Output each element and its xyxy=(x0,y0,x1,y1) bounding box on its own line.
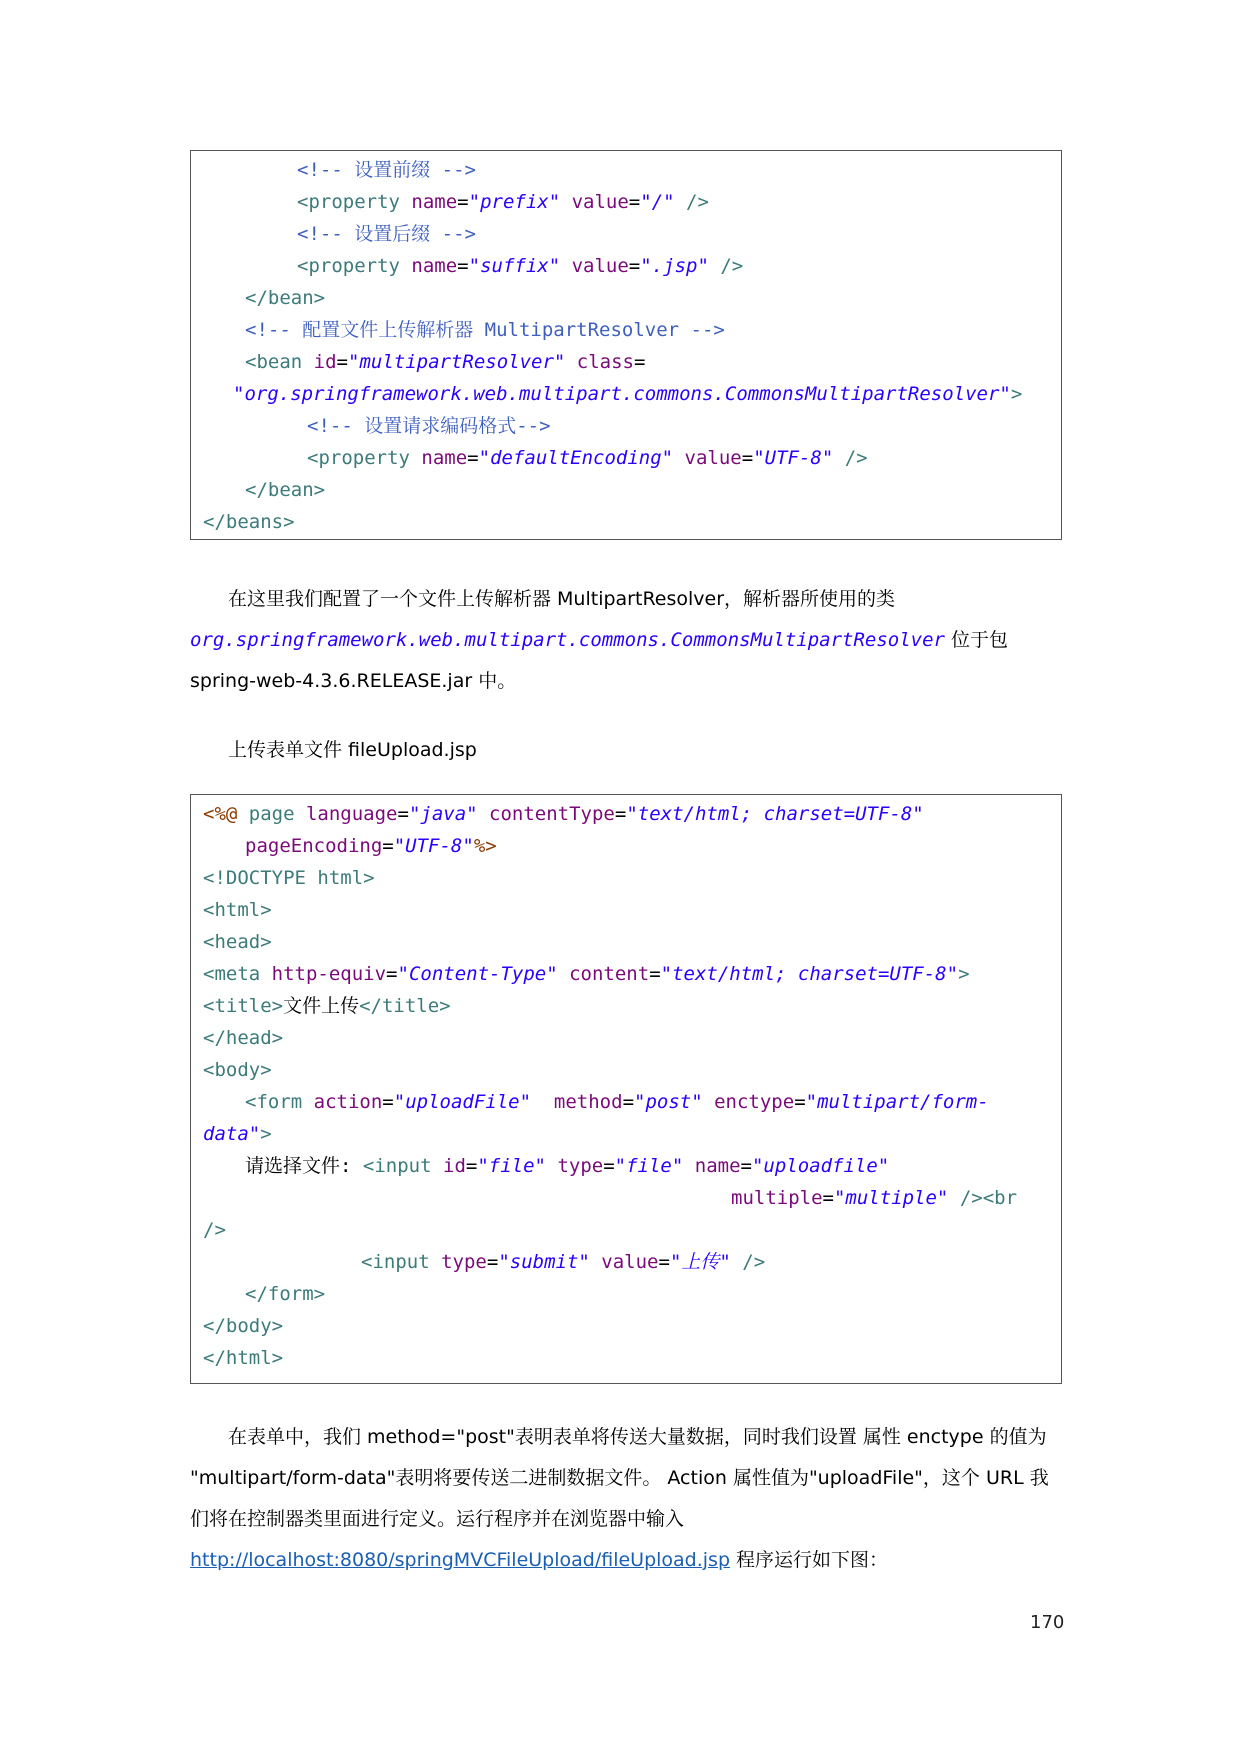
code-line xyxy=(203,933,272,952)
code-line xyxy=(245,321,725,340)
code-text: 文件上传 xyxy=(283,995,360,1017)
code-line xyxy=(203,869,375,888)
code-tag: </beans> xyxy=(203,511,295,533)
code-line: multiple="multiple" /><br xyxy=(731,1187,1018,1209)
code-tag: page xyxy=(237,803,306,825)
code-line: <%@ page language="java" contentType="text/html; charset=UTF-8" xyxy=(203,803,924,825)
code-value: "/" xyxy=(640,191,675,213)
code-line xyxy=(203,1317,283,1336)
code-attr: enctype xyxy=(714,1091,795,1113)
paragraph-line xyxy=(190,631,1008,650)
code-attr: http-equiv xyxy=(271,963,387,985)
code-value: "multiple" xyxy=(833,1187,949,1209)
code-value: "UTF-8" xyxy=(393,835,474,857)
paragraph-line: 在表单中，我们 method="post"表明表单将传送大量数据，同时我们设置 属性 enctype 的值为 xyxy=(228,1426,1047,1448)
code-attr: html xyxy=(305,867,364,889)
code-attr: value xyxy=(571,191,629,213)
code-value: "org.springframework.web.multipart.commons.CommonsMultipartResolver" xyxy=(233,383,1011,405)
code-tag: /> xyxy=(844,447,868,469)
code-attr: contentType xyxy=(489,803,615,825)
section-heading: 上传表单文件 fileUpload.jsp xyxy=(228,739,477,761)
code-attr: pageEncoding xyxy=(245,835,383,857)
code-line: pageEncoding="UTF-8"%> xyxy=(245,835,497,857)
code-tag: <html> xyxy=(203,899,272,921)
code-value: "Content-Type" xyxy=(397,963,558,985)
code-value: "file" xyxy=(477,1155,546,1177)
code-tag: <property xyxy=(297,191,400,213)
code-tag: <title> xyxy=(203,995,284,1017)
code-tag: <bean xyxy=(245,351,303,373)
code-line: <bean id="multipartResolver" class= xyxy=(245,351,646,373)
code-value: data" xyxy=(203,1123,261,1145)
paragraph-line: 在这里我们配置了一个文件上传解析器 MultipartResolver，解析器所使用的类 xyxy=(228,588,896,610)
code-tag: > xyxy=(958,963,970,985)
paragraph-line: spring-web-4.3.6.RELEASE.jar 中。 xyxy=(190,670,517,692)
code-value: "uploadfile" xyxy=(751,1155,890,1177)
code-attr: name xyxy=(411,255,458,277)
code-attr: name xyxy=(421,447,468,469)
code-attr: content xyxy=(569,963,650,985)
code-line xyxy=(203,997,451,1016)
code-tag: <head> xyxy=(203,931,272,953)
code-jsp-delimiter: <%@ xyxy=(203,803,238,825)
paragraph-text: 位于包 xyxy=(944,629,1009,651)
code-tag: </head> xyxy=(203,1027,284,1049)
code-line xyxy=(203,901,272,920)
code-tag: /> xyxy=(742,1251,766,1273)
code-line: <meta http-equiv="Content-Type" content="text/html; charset=UTF-8"> xyxy=(203,963,970,985)
code-line xyxy=(245,1285,325,1304)
code-value: "suffix" xyxy=(468,255,561,277)
code-tag: > xyxy=(1010,383,1023,405)
code-value: "post" xyxy=(634,1091,703,1113)
code-tag: </bean> xyxy=(245,479,326,501)
code-value: "text/html; charset=UTF-8" xyxy=(626,803,924,825)
code-block-config xyxy=(190,150,1062,540)
code-value: ".jsp" xyxy=(640,255,709,277)
code-value: "defaultEncoding" xyxy=(478,447,674,469)
code-tag: </form> xyxy=(245,1283,326,1305)
code-value: "text/html; charset=UTF-8" xyxy=(660,963,959,985)
code-line xyxy=(245,289,325,308)
code-value: "java" xyxy=(408,803,478,825)
code-attr: value xyxy=(601,1251,659,1273)
code-line xyxy=(307,417,551,436)
code-value: "multipart/form- xyxy=(805,1091,989,1113)
code-line: <input type="submit" value="上传" /> xyxy=(361,1251,766,1273)
code-line: 请选择文件: <input id="file" type="file" name="uploadfile" xyxy=(245,1155,890,1177)
code-tag: <input xyxy=(361,1251,430,1273)
code-line: <property name="defaultEncoding" value="UTF-8" /> xyxy=(307,447,868,469)
localhost-url-link[interactable]: http://localhost:8080/springMVCFileUpload/fileUpload.jsp xyxy=(190,1549,731,1571)
code-attr: language xyxy=(305,803,398,825)
code-line xyxy=(203,513,295,532)
code-tag: > xyxy=(260,1123,272,1145)
code-line xyxy=(203,1349,283,1368)
code-attr: class xyxy=(576,351,634,373)
code-line xyxy=(203,1221,226,1240)
code-value: "file" xyxy=(614,1155,684,1177)
code-line: <property name="prefix" value="/" /> xyxy=(297,191,709,213)
page-number: 170 xyxy=(1030,1612,1065,1633)
code-comment: <!-- 设置请求编码格式--> xyxy=(307,415,551,437)
paragraph-line: 们将在控制器类里面进行定义。运行程序并在浏览器中输入 xyxy=(190,1508,685,1530)
code-line xyxy=(245,481,325,500)
class-name-reference: org.springframework.web.multipart.commons.CommonsMultipartResolver xyxy=(190,629,945,651)
code-value: "submit" xyxy=(498,1251,590,1273)
code-tag: /> xyxy=(720,255,744,277)
code-attr: value xyxy=(684,447,742,469)
code-line xyxy=(297,161,476,180)
code-tag: <input xyxy=(362,1155,432,1177)
code-tag: /> xyxy=(686,191,709,213)
code-attr: method xyxy=(553,1091,623,1113)
code-tag: /><br xyxy=(959,1187,1018,1209)
code-tag: <form xyxy=(245,1091,303,1113)
code-line xyxy=(203,1029,283,1048)
paragraph-line xyxy=(190,1551,888,1570)
code-comment: <!-- 设置后缀 --> xyxy=(297,223,476,245)
code-tag: <property xyxy=(307,447,410,469)
code-value: "prefix" xyxy=(468,191,561,213)
code-value: "multipartResolver" xyxy=(348,351,566,373)
code-attr: multiple xyxy=(731,1187,823,1209)
code-attr: id xyxy=(313,351,337,373)
code-tag: <!DOCTYPE xyxy=(203,867,306,889)
code-value: "上传" xyxy=(669,1251,731,1273)
code-tag: </html> xyxy=(203,1347,284,1369)
paragraph-line: "multipart/form-data"表明将要传送二进制数据文件。 Action 属性值为"uploadFile"，这个 URL 我 xyxy=(190,1467,1049,1489)
code-attr: value xyxy=(571,255,629,277)
code-value: "UTF-8" xyxy=(753,447,834,469)
code-attr: action xyxy=(313,1091,383,1113)
code-tag: <meta xyxy=(203,963,261,985)
code-line xyxy=(297,225,476,244)
code-attr: type xyxy=(441,1251,487,1273)
code-attr: name xyxy=(694,1155,741,1177)
code-line xyxy=(233,385,1022,404)
code-tag: </bean> xyxy=(245,287,326,309)
code-tag: > xyxy=(363,867,375,889)
code-comment: <!-- 设置前缀 --> xyxy=(297,159,476,181)
code-comment: <!-- 配置文件上传解析器 MultipartResolver --> xyxy=(245,319,725,341)
code-tag: </body> xyxy=(203,1315,284,1337)
code-line: <form action="uploadFile" method="post" enctype="multipart/form- xyxy=(245,1091,989,1113)
paragraph-text: 程序运行如下图： xyxy=(730,1549,889,1571)
code-tag: </title> xyxy=(359,995,451,1017)
code-line xyxy=(203,1125,272,1144)
code-attr: id xyxy=(443,1155,466,1177)
code-line: <property name="suffix" value=".jsp" /> xyxy=(297,255,744,277)
code-tag: <body> xyxy=(203,1059,272,1081)
code-text: 请选择文件: xyxy=(245,1155,352,1177)
code-tag: <property xyxy=(297,255,400,277)
code-line xyxy=(203,1061,272,1080)
code-value: "uploadFile" xyxy=(393,1091,532,1113)
code-tag: /> xyxy=(203,1219,226,1241)
code-jsp-delimiter: %> xyxy=(473,835,497,857)
code-block-jsp xyxy=(190,794,1062,1384)
code-attr: type xyxy=(557,1155,604,1177)
code-attr: name xyxy=(411,191,458,213)
